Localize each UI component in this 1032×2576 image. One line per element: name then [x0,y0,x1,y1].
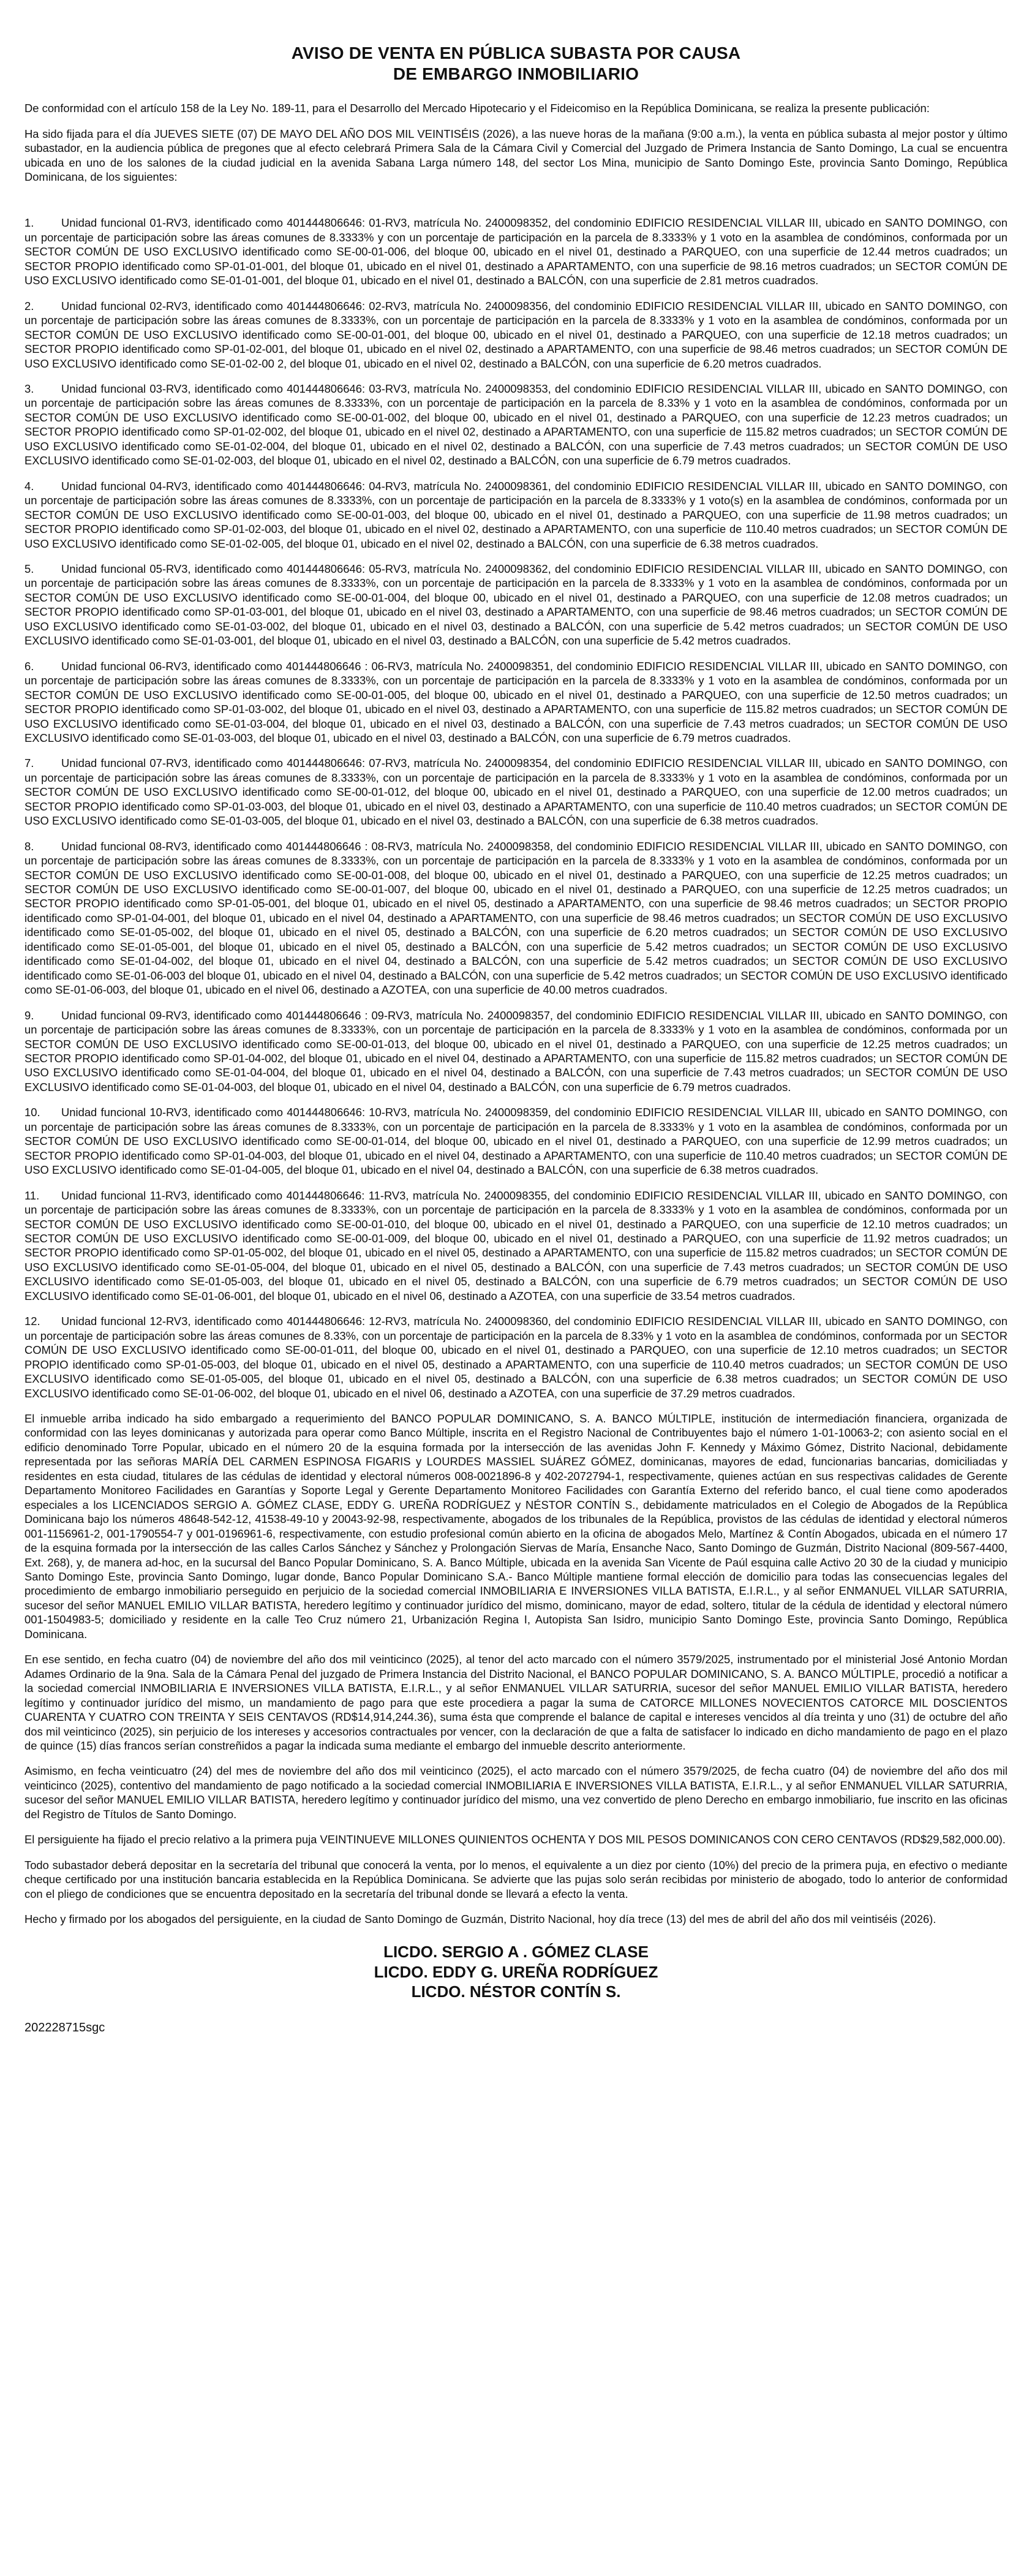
item-number: 10. [24,1106,40,1119]
property-item [24,562,1008,648]
item-text: Unidad funcional 11-RV3, identificado como 401444806646: 11-RV3, matrícula No. 2400098355, del condominio EDIFICIO RESIDENCIAL VILLAR III, ubicado en SANTO DOMINGO, con un porcentaje de participación sobre las áreas comunes de 8.3333%, con un porcentaje de participación en la parcela de 8.3333% y 1 voto en la asamblea de condóminos, conformada por un SECTOR COMÚN DE USO EXCLUSIVO identificado como SE-00-01-010, del bloque 00, ubicado en el nivel 01, destinado a PARQUEO, con una superficie de 12.10 metros cuadrados; un SECTOR COMÚN DE USO EXCLUSIVO identificado como SE-00-01-009, del bloque 00, ubicado en el nivel 01, destinado a PARQUEO, con una superficie de 11.92 metros cuadrados; un SECTOR PROPIO identificado como SP-01-05-002, del bloque 01, ubicado en el nivel 05, destinado a APARTAMENTO, con una superficie de 115.82 metros cuadrados; un SECTOR COMÚN DE USO EXCLUSIVO identificado como SE-01-05-004, del bloque 01, ubicado en el nivel 05, destinado a BALCÓN, con una superficie de 7.43 metros cuadrados; un SECTOR COMÚN DE USO EXCLUSIVO identificado como SE-01-05-003, del bloque 01, ubicado en el nivel 05, destinado a BALCÓN, con una superficie de 6.79 metros cuadrados; un SECTOR COMÚN DE USO EXCLUSIVO identificado como SE-01-06-001, del bloque 01, ubicado en el nivel 06, destinado a AZOTEA, con una superficie de 33.54 metros cuadrados. [24,1188,1008,1302]
item-number: 8. [24,839,34,853]
property-item [24,1314,1008,1400]
property-item [24,839,1008,997]
item-number: 1. [24,216,34,230]
item-number: 2. [24,299,34,312]
registration-paragraph: Asimismo, en fecha veinticuatro (24) del mes de noviembre del año dos mil veinticinco (2025), el acto marcado con el número 3579/2025, de fecha cuatro (04) de noviembre del año dos mil veinticinco (2025), contentivo del mandamiento de pago notificado a la sociedad comercial INMOBILIARIA E INVERSIONES VILLA BATISTA, E.I.R.L., y al señor ENMANUEL VILLAR SATURRIA, sucesor del señor MANUEL EMILIO VILLAR BATISTA, heredero legítimo y continuador jurídico del mismo, una vez convertido de pleno Derecho en embargo inmobiliario, fue inscrito en las oficinas del Registro de Títulos de Santo Domingo. [24,1764,1008,1821]
item-text: Unidad funcional 01-RV3, identificado como 401444806646: 01-RV3, matrícula No. 2400098352, del condominio EDIFICIO RESIDENCIAL VILLAR III, ubicado en SANTO DOMINGO, con un porcentaje de participación sobre las áreas comunes de 8.3333% y con un porcentaje de participación en la parcela de 8.3333% y 1 voto en la asamblea de condóminos, conformada por un SECTOR COMÚN DE USO EXCLUSIVO identificado como SE-00-01-006, del bloque 00, ubicado en el nivel 01, destinado a PARQUEO, con una superficie de 12.44 metros cuadrados; un SECTOR PROPIO identificado como SP-01-01-001, del bloque 01, ubicado en el nivel 01, destinado a APARTAMENTO, con una superficie de 98.16 metros cuadrados; un SECTOR COMÚN DE USO EXCLUSIVO identificado como SE-01-01-001, del bloque 01, ubicado en el nivel 01, destinado a BALCÓN, con una superficie de 2.81 metros cuadrados. [24,216,1008,287]
auction-notice [24,43,1008,2555]
property-item [24,382,1008,468]
item-text: Unidad funcional 09-RV3, identificado como 401444806646 : 09-RV3, matrícula No. 2400098357, del condominio EDIFICIO RESIDENCIAL VILLAR III, ubicado en SANTO DOMINGO, con un porcentaje de participación sobre las áreas comunes de 8.3333%, con un porcentaje de participación en la parcela de 8.3333% y 1 voto en la asamblea de condóminos, conformada por un SECTOR COMÚN DE USO EXCLUSIVO identificado como SE-00-01-013, del bloque 00, ubicado en el nivel 01, destinado a PARQUEO, con una superficie de 12.25 metros cuadrados; un SECTOR PROPIO identificado como SP-01-04-002, del bloque 01, ubicado en el nivel 04, destinado a APARTAMENTO, con una superficie de 115.82 metros cuadrados; un SECTOR COMÚN DE USO EXCLUSIVO identificado como SE-01-04-004, del bloque 01, ubicado en el nivel 04, destinado a BALCÓN, con una superficie de 7.43 metros cuadrados; un SECTOR COMÚN DE USO EXCLUSIVO identificado como SE-01-04-003, del bloque 01, ubicado en el nivel 04, destinado a BALCÓN, con una superficie de 6.79 metros cuadrados. [24,1008,1008,1093]
item-text: Unidad funcional 06-RV3, identificado como 401444806646 : 06-RV3, matrícula No. 2400098351, del condominio EDIFICIO RESIDENCIAL VILLAR III, ubicado en SANTO DOMINGO, con un porcentaje de participación sobre las áreas comunes de 8.3333%, con un porcentaje de participación en la parcela de 8.3333% y 1 voto en la asamblea de condóminos, conformada por un SECTOR COMÚN DE USO EXCLUSIVO identificado como SE-00-01-005, del bloque 00, ubicado en el nivel 01, destinado a PARQUEO, con una superficie de 12.50 metros cuadrados; un SECTOR PROPIO identificado como SP-01-03-002, del bloque 01, ubicado en el nivel 03, destinado a APARTAMENTO, con una superficie de 115.82 metros cuadrados; un SECTOR COMÚN DE USO EXCLUSIVO identificado como SE-01-03-004, del bloque 01, ubicado en el nivel 03, destinado a BALCÓN, con una superficie de 7.43 metros cuadrados; un SECTOR COMÚN DE USO EXCLUSIVO identificado como SE-01-03-003, del bloque 01, ubicado en el nivel 03, destinado a BALCÓN, con una superficie de 6.79 metros cuadrados. [24,659,1008,744]
signer-name: LICDO. NÉSTOR CONTÍN S. [411,1982,621,2001]
item-text: Unidad funcional 02-RV3, identificado como 401444806646: 02-RV3, matrícula No. 2400098356, del condominio EDIFICIO RESIDENCIAL VILLAR III, ubicado en SANTO DOMINGO, con un porcentaje de participación sobre las áreas comunes de 8.3333%, con un porcentaje de participación en la parcela de 8.3333% y 1 voto en la asamblea de condóminos, conformada por un SECTOR COMÚN DE USO EXCLUSIVO identificado como SE-00-01-001, del bloque 00, ubicado en el nivel 01, destinado a PARQUEO, con una superficie de 12.18 metros cuadrados; un SECTOR PROPIO identificado como SP-01-02-001, del bloque 01, ubicado en el nivel 02, destinado a APARTAMENTO, con una superficie de 98.46 metros cuadrados; un SECTOR COMÚN DE USO EXCLUSIVO identificado como SE-01-02-00 2, del bloque 01, ubicado en el nivel 02, destinado a BALCÓN, con una superficie de 6.20 metros cuadrados. [24,299,1008,370]
item-number: 9. [24,1008,34,1022]
property-item [24,479,1008,551]
notice-title [24,43,1008,84]
intro-paragraph-legal-basis: De conformidad con el artículo 158 de la Ley No. 189-11, para el Desarrollo del Mercado Hipotecario y el Fideicomiso en la República Dominicana, se realiza la presente publicación: [24,102,930,115]
item-number: 12. [24,1315,40,1328]
bidder-deposit-paragraph: Todo subastador deberá depositar en la secretaría del tribunal que conocerá la venta, por lo menos, el equivalente a un diez por ciento (10%) del precio de la primera puja, en efectivo o mediante cheque certificado por una institución bancaria establecida en la República Dominicana. Se advierte que las pujas solo serán recibidas por ministerio de abogado, todo lo anterior de conformidad con el pliego de condiciones que se encuentra depositado en la secretaría del tribunal donde se llevará a efecto la venta. [24,1858,1008,1900]
item-text: Unidad funcional 10-RV3, identificado como 401444806646: 10-RV3, matrícula No. 2400098359, del condominio EDIFICIO RESIDENCIAL VILLAR III, ubicado en SANTO DOMINGO, con un porcentaje de participación sobre las áreas comunes de 8.3333%, con un porcentaje de participación en la parcela de 8.3333% y 1 voto en la asamblea de condóminos, conformada por un SECTOR COMÚN DE USO EXCLUSIVO identificado como SE-00-01-014, del bloque 00, ubicado en el nivel 01, destinado a PARQUEO, con una superficie de 12.99 metros cuadrados; un SECTOR PROPIO identificado como SP-01-04-003, del bloque 01, ubicado en el nivel 04, destinado a APARTAMENTO, con una superficie de 110.40 metros cuadrados; un SECTOR COMÚN DE USO EXCLUSIVO identificado como SE-01-04-005, del bloque 01, ubicado en el nivel 04, destinado a BALCÓN, con una superficie de 6.38 metros cuadrados. [24,1106,1008,1177]
signer-name: LICDO. EDDY G. UREÑA RODRÍGUEZ [374,1962,658,1981]
signer-name: LICDO. SERGIO A . GÓMEZ CLASE [383,1943,649,1962]
item-text: Unidad funcional 04-RV3, identificado como 401444806646: 04-RV3, matrícula No. 2400098361, del condominio EDIFICIO RESIDENCIAL VILLAR III, ubicado en SANTO DOMINGO, con un porcentaje de participación sobre las áreas comunes de 8.3333%, con un porcentaje de participación en la parcela de 8.3333% y 1 voto(s) en la asamblea de condóminos, conformada por un SECTOR COMÚN DE USO EXCLUSIVO identificado como SE-00-01-003, del bloque 00, ubicado en el nivel 01, destinado a PARQUEO, con una superficie de 11.98 metros cuadrados; un SECTOR PROPIO identificado como SP-01-02-003, del bloque 01, ubicado en el nivel 02, destinado a APARTAMENTO, con una superficie de 110.40 metros cuadrados; un SECTOR COMÚN DE USO EXCLUSIVO identificado como SE-01-02-005, del bloque 01, ubicado en el nivel 02, destinado a BALCÓN, con una superficie de 6.38 metros cuadrados. [24,479,1008,550]
property-item [24,216,1008,287]
item-number: 6. [24,659,34,673]
intro-paragraph-auction-date: Ha sido fijada para el día JUEVES SIETE (07) DE MAYO DEL AÑO DOS MIL VEINTISÉIS (2026), a las nueve horas de la mañana (9:00 a.m.), la venta en pública subasta al mejor postor y último subastador, en la audiencia pública de pregones que al efecto celebrará Primera Sala de la Cámara Civil y Comercial del Juzgado de Primera Instancia de Santo Domingo, La cual se encuentra ubicada en uno de los salones de la ciudad judicial en la avenida Sabana Larga número 148, del sector Los Mina, municipio de Santo Domingo Este, provincia Santo Domingo, República Dominicana, de los siguientes: [24,127,1008,183]
item-text: Unidad funcional 05-RV3, identificado como 401444806646: 05-RV3, matrícula No. 2400098362, del condominio EDIFICIO RESIDENCIAL VILLAR III, ubicado en SANTO DOMINGO, con un porcentaje de participación sobre las áreas comunes de 8.3333%, con un porcentaje de participación en la parcela de 8.3333% y 1 voto en la asamblea de condóminos, conformada por un SECTOR COMÚN DE USO EXCLUSIVO identificado como SE-00-01-004, del bloque 00, ubicado en el nivel 01, destinado a PARQUEO, con una superficie de 12.08 metros cuadrados; un SECTOR PROPIO identificado como SP-01-03-001, del bloque 01, ubicado en el nivel 03, destinado a APARTAMENTO, con una superficie de 98.46 metros cuadrados; un SECTOR COMÚN DE USO EXCLUSIVO identificado como SE-01-03-002, del bloque 01, ubicado en el nivel 03, destinado a BALCÓN, con una superficie de 5.42 metros cuadrados; un SECTOR COMÚN DE USO EXCLUSIVO identificado como SE-01-03-001, del bloque 01, ubicado en el nivel 03, destinado a BALCÓN, con una superficie de 5.42 metros cuadrados. [24,562,1008,648]
payment-order-paragraph: En ese sentido, en fecha cuatro (04) de noviembre del año dos mil veinticinco (2025), al tenor del acto marcado con el número 3579/2025, instrumentado por el ministerial José Antonio Mordan Adames Ordinario de la 9na. Sala de la Cámara Penal del juzgado de Primera Instancia del Distrito Nacional, el BANCO POPULAR DOMINICANO, S. A. BANCO MÚLTIPLE, procedió a notificar a la sociedad comercial INMOBILIARIA E INVERSIONES VILLA BATISTA, E.I.R.L., y al señor ENMANUEL VILLAR SATURRIA, sucesor del señor MANUEL EMILIO VILLAR BATISTA, heredero legítimo y continuador jurídico del mismo, un mandamiento de pago para que este procediera a pagar la suma de CATORCE MILLONES NOVECIENTOS CATORCE MIL DOSCIENTOS CUARENTA Y CUATRO CON TREINTA Y SEIS CENTAVOS (RD$14,914,244.36), suma ésta que comprende el balance de capital e intereses vencidos al día treinta y uno (31) de octubre del año dos mil veinticinco (2025), sin perjuicio de los intereses y accesorios contractuales por vencer, con la declaración de que a falta de satisfacer lo indicado en dicho mandamiento de pago en el plazo de quince (15) días francos serían constreñidos a pagar la indicada suma mediante el embargo del inmueble descrito anteriormente. [24,1653,1008,1752]
property-item [24,756,1008,828]
signature-block [24,1942,1008,2002]
item-number: 11. [24,1188,40,1202]
item-text: Unidad funcional 08-RV3, identificado como 401444806646 : 08-RV3, matrícula No. 2400098358, del condominio EDIFICIO RESIDENCIAL VILLAR III, ubicado en SANTO DOMINGO, con un porcentaje de participación sobre las áreas comunes de 8.3333%, con un porcentaje de participación en la parcela de 8.3333% y 1 voto en la asamblea de condóminos, conformada por un SECTOR COMÚN DE USO EXCLUSIVO identificado como SE-00-01-008, del bloque 00, ubicado en el nivel 01, destinado a PARQUEO, con una superficie de 12.25 metros cuadrados; un SECTOR COMÚN DE USO EXCLUSIVO identificado como SE-00-01-007, del bloque 00, ubicado en el nivel 01, destinado a PARQUEO, con una superficie de 12.25 metros cuadrados; un SECTOR PROPIO identificado como SP-01-05-001, del bloque 01, ubicado en el nivel 05, destinado a APARTAMENTO, con una superficie de 98.46 metros cuadrados; un SECTOR PROPIO identificado como SP-01-04-001, del bloque 01, ubicado en el nivel 04, destinado a APARTAMENTO, con una superficie de 98.46 metros cuadrados; un SECTOR COMÚN DE USO EXCLUSIVO identificado como SE-01-05-002, del bloque 01, ubicado en el nivel 05, destinado a BALCÓN, con una superficie de 6.20 metros cuadrados; un SECTOR COMÚN DE USO EXCLUSIVO identificado como SE-01-05-001, del bloque 01, ubicado en el nivel 05, destinado a BALCÓN, con una superficie de 5.42 metros cuadrados; un SECTOR COMÚN DE USO EXCLUSIVO identificado como SE-01-04-002, del bloque 01, ubicado en el nivel 04, destinado a BALCÓN, con una superficie de 5.42 metros cuadrados; un SECTOR COMÚN DE USO EXCLUSIVO identificado como SE-01-06-003 del bloque 01, ubicado en el nivel 04, destinado a BALCÓN, con una superficie de 5.42 metros cuadrados; un SECTOR COMÚN DE USO EXCLUSIVO identificado como SE-01-06-003, del bloque 01, ubicado en el nivel 06, destinado a AZOTEA, con una superficie de 40.00 metros cuadrados. [24,839,1008,997]
first-bid-price-paragraph: El persiguiente ha fijado el precio relativo a la primera puja VEINTINUEVE MILLONES QUINIENTOS OCHENTA Y DOS MIL PESOS DOMINICANOS CON CERO CENTAVOS (RD$29,582,000.00). [24,1833,1006,1846]
property-item [24,299,1008,371]
property-item [24,1105,1008,1177]
item-number: 7. [24,757,34,770]
item-text: Unidad funcional 07-RV3, identificado como 401444806646: 07-RV3, matrícula No. 2400098354, del condominio EDIFICIO RESIDENCIAL VILLAR III, ubicado en SANTO DOMINGO, con un porcentaje de participación sobre las áreas comunes de 8.3333%, con un porcentaje de participación en la parcela de 8.3333% y 1 voto en la asamblea de condóminos, conformada por un SECTOR COMÚN DE USO EXCLUSIVO identificado como SE-00-01-012, del bloque 00, ubicado en el nivel 01, destinado a PARQUEO, con una superficie de 12.00 metros cuadrados; un SECTOR PROPIO identificado como SP-01-03-003, del bloque 01, ubicado en el nivel 03, destinado a APARTAMENTO, con una superficie de 110.40 metros cuadrados; un SECTOR COMÚN DE USO EXCLUSIVO identificado como SE-01-03-005, del bloque 01, ubicado en el nivel 03, destinado a BALCÓN, con una superficie de 6.38 metros cuadrados. [24,757,1008,828]
item-text: Unidad funcional 12-RV3, identificado como 401444806646: 12-RV3, matrícula No. 2400098360, del condominio EDIFICIO RESIDENCIAL VILLAR III, ubicado en SANTO DOMINGO, con un porcentaje de participación sobre las áreas comunes de 8.33%, con un porcentaje de participación en la parcela de 8.33% y 1 voto en la asamblea de condóminos, conformada por un SECTOR COMÚN DE USO EXCLUSIVO identificado como SE-00-01-011, del bloque 00, ubicado en el nivel 01, destinado a PARQUEO, con una superficie de 12.10 metros cuadrados; un SECTOR PROPIO identificado como SP-01-05-003, del bloque 01, ubicado en el nivel 05, destinado a APARTAMENTO, con una superficie de 110.40 metros cuadrados; un SECTOR COMÚN DE USO EXCLUSIVO identificado como SE-01-05-005, del bloque 01, ubicado en el nivel 05, destinado a BALCÓN, con una superficie de 6.38 metros cuadrados; un SECTOR COMÚN DE USO EXCLUSIVO identificado como SE-01-06-002, del bloque 01, ubicado en el nivel 06, destinado a AZOTEA, con una superficie de 37.29 metros cuadrados. [24,1315,1008,1400]
item-number: 3. [24,382,34,395]
title-line-1: AVISO DE VENTA EN PÚBLICA SUBASTA POR CAUSA [291,43,741,62]
item-number: 5. [24,562,34,575]
property-item [24,1008,1008,1095]
item-number: 4. [24,479,34,493]
signing-date-paragraph: Hecho y firmado por los abogados del persiguiente, en la ciudad de Santo Domingo de Guzmán, Distrito Nacional, hoy día trece (13) del mes de abril del año dos mil veintiséis (2026). [24,1913,936,1926]
reference-code: 202228715sgc [24,2020,105,2034]
item-text: Unidad funcional 03-RV3, identificado como 401444806646: 03-RV3, matrícula No. 2400098353, del condominio EDIFICIO RESIDENCIAL VILLAR III, ubicado en SANTO DOMINGO, con un porcentaje de participación sobre las áreas comunes de 8.3333%, con un porcentaje de participación en la parcela de 8.33% y 1 voto en la asamblea de condóminos, conformada por un SECTOR COMÚN DE USO EXCLUSIVO identificado como SE-00-01-002, del bloque 00, ubicado en el nivel 01, destinado a PARQUEO, con una superficie de 12.23 metros cuadrados; un SECTOR PROPIO identificado como SP-01-02-002, del bloque 01, ubicado en el nivel 02, destinado a APARTAMENTO, con una superficie de 115.82 metros cuadrados; un SECTOR COMÚN DE USO EXCLUSIVO identificado como SE-01-02-004, del bloque 01, ubicado en el nivel 02, destinado a BALCÓN, con una superficie de 7.43 metros cuadrados; un SECTOR COMÚN DE USO EXCLUSIVO identificado como SE-01-02-003, del bloque 01, ubicado en el nivel 02, destinado a BALCÓN, con una superficie de 6.79 metros cuadrados. [24,382,1008,467]
property-item [24,1188,1008,1304]
title-line-2: DE EMBARGO INMOBILIARIO [393,64,639,83]
property-item [24,659,1008,746]
property-items-list [24,216,1008,1400]
seizing-party-paragraph: El inmueble arriba indicado ha sido embargado a requerimiento del BANCO POPULAR DOMINICANO, S. A. BANCO MÚLTIPLE, institución de intermediación financiera, organizada de conformidad con las leyes dominicanas y autorizada para operar como Banco Múltiple, inscrita en el Registro Nacional de Contribuyentes bajo el número 1-01-10063-2; con asiento social en el edificio denominado Torre Popular, ubicado en el número 20 de la esquina formada por la intersección de las avenidas John F. Kennedy y Máximo Gómez, Distrito Nacional, debidamente representada por las señoras MARÍA DEL CARMEN ESPINOSA FIGARIS y LOURDES MASSIEL SUÁREZ GÓMEZ, dominicanas, mayores de edad, funcionarias bancarias, domiciliadas y residentes en esta ciudad, titulares de las cédulas de identidad y electoral números 008-0021896-8 y 402-2072794-1, respectivamente, quienes actúan en sus respectivas calidades de Gerente Departamento Monitoreo Facilidades en Garantías y Soporte Legal y Gerente Departamento Monitoreo Facilidades con Garantía Externo del referido banco, el cual tiene como apoderados especiales a los LICENCIADOS SERGIO A. GÓMEZ CLASE, EDDY G. UREÑA RODRÍGUEZ y NÉSTOR CONTÍN S., debidamente matriculados en el Colegio de Abogados de la República Dominicana bajo los números 48648-542-12, 41538-49-10 y 20043-92-98, respectivamente, abogados de los tribunales de la República, provistos de las cédulas de identidad y electoral números 001-1156961-2, 001-1790554-7 y 001-0196961-6, respectivamente, con estudio profesional común abierto en la oficina de abogados Melo, Martínez & Contín Abogados, ubicada en el número 17 de la esquina formada por la intersección de las calles Carlos Sánchez y Sánchez y Prolongación Siervas de María, Ensanche Naco, Santo Domingo de Guzmán, Distrito Nacional (809-567-4400, Ext. 268), y, de manera ad-hoc, en la sucursal del Banco Popular Dominicano, S. A. Banco Múltiple, ubicada en la avenida San Vicente de Paúl esquina calle Activo 20 30 de la ciudad y municipio Santo Domingo Este, provincia Santo Domingo, lugar donde, Banco Popular Dominicano S.A.- Banco Múltiple mantiene formal elección de domicilio para todas las consecuencias legales del procedimiento de embargo inmobiliario perseguido en perjuicio de la sociedad comercial INMOBILIARIA E INVERSIONES VILLA BATISTA, E.I.R.L., y al señor ENMANUEL VILLAR SATURRIA, sucesor del señor MANUEL EMILIO VILLAR BATISTA, heredero legítimo y continuador jurídico del mismo, dominicano, mayor de edad, soltero, titular de la cédula de identidad y electoral número 001-1504983-5; domiciliado y residente en la calle Teo Cruz número 21, Urbanización Regina I, Autopista San Isidro, municipio Santo Domingo Este, provincia Santo Domingo, República Dominicana. [24,1411,1008,1641]
